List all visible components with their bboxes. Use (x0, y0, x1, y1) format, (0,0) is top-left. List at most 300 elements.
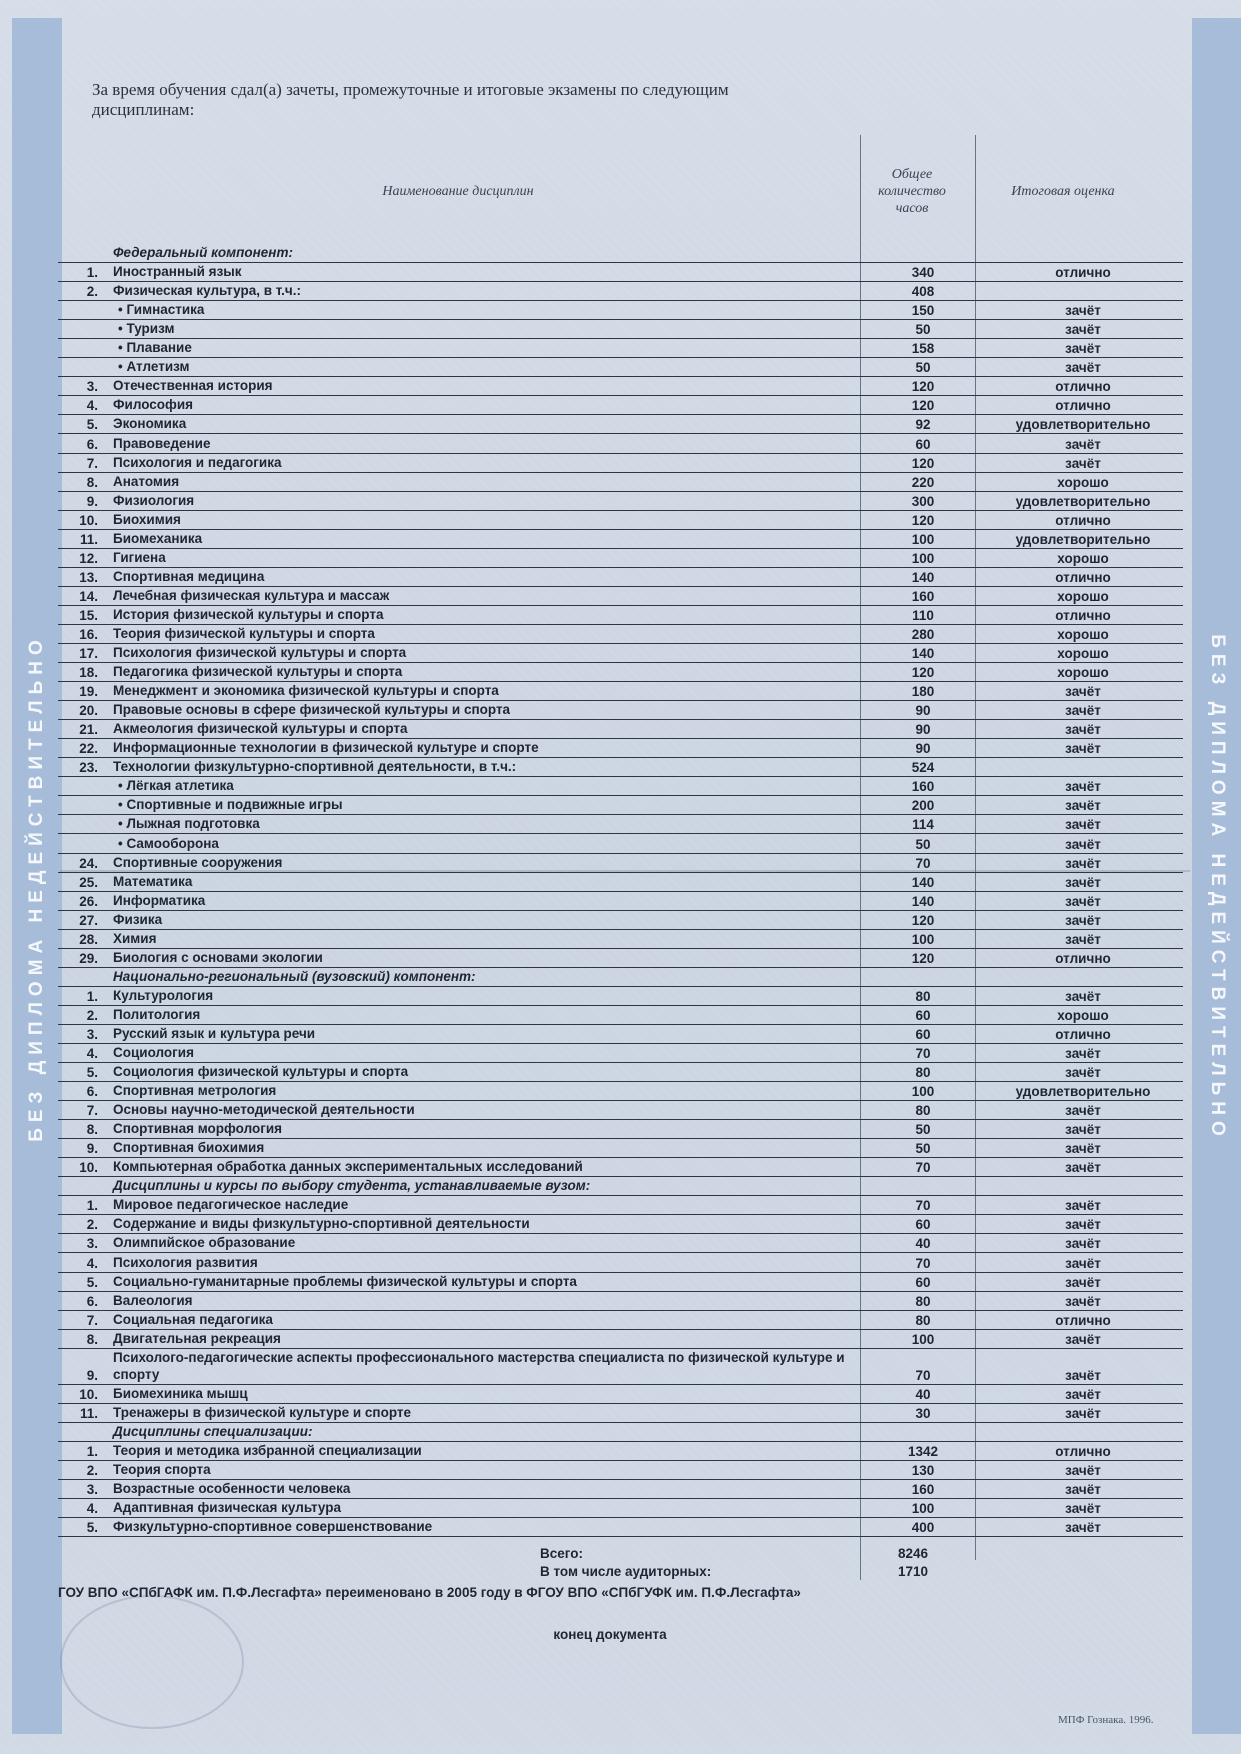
discipline-name: • Лёгкая атлетика (118, 778, 234, 794)
discipline-name: Психология развития (113, 1254, 258, 1270)
grade-value: отлично (1055, 512, 1111, 528)
discipline-name: Национально-региональный (вузовский) компонент: (113, 968, 476, 984)
grade-value: хорошо (1057, 1007, 1109, 1023)
table-row (58, 1253, 1183, 1272)
hours-value: 100 (911, 1331, 935, 1347)
discipline-name: Анатомия (113, 473, 180, 489)
grade-value: зачёт (1065, 1255, 1101, 1271)
left-security-band (12, 18, 62, 1734)
table-row (58, 739, 1183, 758)
discipline-name: Отечественная история (113, 378, 273, 394)
discipline-name: Основы научно-методической деятельности (113, 1102, 415, 1118)
hours-value: 80 (915, 1312, 931, 1328)
grade-value: зачёт (1065, 931, 1101, 947)
row-number: 5. (86, 1065, 98, 1081)
table-row (58, 530, 1183, 549)
discipline-name: Теория спорта (113, 1461, 211, 1477)
header-final-grade: Итоговая оценка (1011, 183, 1115, 199)
row-number: 4. (86, 1501, 98, 1517)
row-number: 8. (86, 1331, 98, 1347)
discipline-name: Теория и методика избранной специализации (113, 1442, 422, 1458)
grade-value: зачёт (1065, 912, 1101, 928)
discipline-name: Спортивная метрология (113, 1083, 277, 1099)
grade-value: зачёт (1065, 1501, 1101, 1517)
row-number: 8. (86, 1122, 98, 1138)
table-row (58, 949, 1183, 968)
table-row (58, 682, 1183, 701)
discipline-name: Педагогика физической культуры и спорта (113, 664, 403, 680)
discipline-name: Мировое педагогическое наследие (113, 1197, 349, 1213)
discipline-name: • Плавание (118, 340, 192, 356)
row-number: 10. (79, 1160, 98, 1176)
table-row (58, 644, 1183, 663)
hours-value: 80 (915, 1103, 931, 1119)
row-number: 9. (86, 1141, 98, 1157)
band-text-right: БЕЗ ДИПЛОМА НЕДЕЙСТВИТЕЛЬНО (1207, 634, 1228, 1142)
header-discipline-name: Наименование дисциплин (382, 183, 534, 199)
hours-value: 120 (911, 512, 935, 528)
row-number: 21. (79, 722, 98, 738)
grade-value: зачёт (1065, 817, 1101, 833)
hours-value: 50 (915, 1122, 931, 1138)
section-heading (58, 1423, 1183, 1442)
discipline-name: Психология и педагогика (113, 454, 282, 470)
discipline-name: Биология с основами экологии (113, 949, 323, 965)
discipline-name: Гигиена (113, 549, 166, 565)
grade-value: зачёт (1065, 341, 1101, 357)
table-row (58, 358, 1183, 377)
discipline-name: Тренажеры в физической культуре и спорте (113, 1404, 412, 1420)
discipline-name: Физиология (113, 492, 195, 508)
discipline-name: Олимпийское образование (113, 1235, 296, 1251)
discipline-name: Социология физической культуры и спорта (113, 1064, 409, 1080)
discipline-name: • Атлетизм (118, 359, 190, 375)
grade-value: зачёт (1065, 1405, 1101, 1421)
row-number: 7. (86, 1103, 98, 1119)
discipline-name: Правоведение (113, 435, 211, 451)
hours-value: 340 (911, 265, 935, 281)
grade-value: отлично (1055, 379, 1111, 395)
row-number: 13. (79, 569, 98, 585)
grade-value: зачёт (1065, 722, 1101, 738)
table-row (58, 796, 1183, 815)
hours-value: 100 (911, 531, 935, 547)
hours-value: 60 (915, 436, 931, 452)
discipline-name: Психолого-педагогические аспекты профессионального мастерства специалиста по физической культуре и спорту (113, 1349, 845, 1382)
row-number: 1. (86, 988, 98, 1004)
row-number: 8. (86, 474, 98, 490)
table-row (58, 1292, 1183, 1311)
hours-value: 140 (911, 874, 935, 890)
row-number: 27. (79, 912, 98, 928)
table-row (58, 1442, 1183, 1461)
row-number: 17. (79, 646, 98, 662)
table-row (58, 606, 1183, 625)
grade-value: зачёт (1065, 703, 1101, 719)
hours-value: 150 (911, 303, 935, 319)
hours-value: 60 (915, 1026, 931, 1042)
hours-value: 130 (911, 1462, 935, 1478)
table-row (58, 834, 1183, 853)
discipline-name: Дисциплины специализации: (113, 1423, 313, 1439)
discipline-name: Акмеология физической культуры и спорта (113, 721, 408, 737)
grade-value: зачёт (1065, 1160, 1101, 1176)
table-row (58, 1196, 1183, 1215)
table-row (58, 1101, 1183, 1120)
discipline-name: Спортивные сооружения (113, 854, 283, 870)
grade-value: зачёт (1065, 893, 1101, 909)
discipline-name: Теория физической культуры и спорта (113, 625, 375, 641)
hours-value: 180 (911, 684, 935, 700)
hours-value: 100 (911, 550, 935, 566)
row-number: 22. (79, 741, 98, 757)
row-number: 6. (86, 1084, 98, 1100)
table-row (58, 511, 1183, 530)
hours-value: 90 (915, 703, 931, 719)
hours-value: 220 (911, 474, 935, 490)
grade-value: зачёт (1065, 1065, 1101, 1081)
hours-value: 110 (912, 607, 934, 623)
header-total-hours: Общее количество часов (878, 166, 946, 216)
discipline-name: Философия (113, 397, 194, 413)
row-number: 14. (79, 588, 98, 604)
discipline-name: Физика (113, 911, 163, 927)
row-number: 2. (86, 1007, 98, 1023)
table-row (58, 1385, 1183, 1404)
grade-value: удовлетворительно (1015, 1084, 1151, 1100)
grade-value: зачёт (1065, 1367, 1101, 1383)
grade-value: зачёт (1065, 1236, 1101, 1252)
discipline-name: История физической культуры и спорта (113, 606, 384, 622)
hours-value: 70 (915, 855, 931, 871)
grade-value: зачёт (1065, 1462, 1101, 1478)
hours-value: 120 (911, 912, 935, 928)
grade-value: отлично (1055, 569, 1111, 585)
row-number: 11. (79, 1405, 98, 1421)
hours-value: 40 (915, 1236, 931, 1252)
grade-value: зачёт (1065, 1293, 1101, 1309)
grade-value: удовлетворительно (1015, 417, 1151, 433)
row-number: 26. (79, 893, 98, 909)
hours-value: 50 (915, 836, 931, 852)
table-row (58, 911, 1183, 930)
section-heading (58, 244, 1183, 263)
discipline-name: Правовые основы в сфере физической культуры и спорта (113, 702, 511, 718)
grade-value: отлично (1055, 1312, 1111, 1328)
hours-value: 120 (911, 665, 935, 681)
table-row (58, 568, 1183, 587)
grade-value: зачёт (1065, 779, 1101, 795)
table-row (58, 1311, 1183, 1330)
hours-value: 160 (911, 779, 935, 795)
table-row (58, 396, 1183, 415)
hours-value: 80 (915, 1065, 931, 1081)
hours-value: 120 (911, 950, 935, 966)
grade-value: зачёт (1065, 684, 1101, 700)
table-row (58, 1480, 1183, 1499)
grade-value: хорошо (1057, 588, 1109, 604)
grade-value: зачёт (1065, 1217, 1101, 1233)
total-label: Всего: (540, 1546, 583, 1561)
grade-value: зачёт (1065, 741, 1101, 757)
hours-value: 50 (915, 1141, 931, 1157)
hours-value: 524 (911, 760, 935, 776)
row-number: 10. (79, 512, 98, 528)
band-text-left: БЕЗ ДИПЛОМА НЕДЕЙСТВИТЕЛЬНО (26, 634, 47, 1142)
table-row (58, 701, 1183, 720)
hours-value: 140 (911, 646, 935, 662)
hours-value: 70 (915, 1160, 931, 1176)
hours-value: 120 (911, 398, 935, 414)
row-number: 5. (86, 417, 98, 433)
hours-value: 90 (915, 722, 931, 738)
discipline-name: • Лыжная подготовка (118, 816, 260, 832)
discipline-name: Иностранный язык (113, 264, 242, 280)
grade-value: зачёт (1065, 455, 1101, 471)
discipline-name: Информационные технологии в физической культуре и спорте (113, 740, 539, 756)
grade-value: отлично (1055, 607, 1111, 623)
row-number: 2. (86, 284, 98, 300)
row-number: 16. (79, 626, 98, 642)
table-row (58, 339, 1183, 358)
disciplines-table (58, 244, 1183, 1537)
table-row (58, 663, 1183, 682)
discipline-name: Дисциплины и курсы по выбору студента, устанавливаемые вузом: (113, 1178, 591, 1194)
table-row (58, 892, 1183, 911)
row-number: 1. (86, 1198, 98, 1214)
intro-text: За время обучения сдал(а) зачеты, промежуточные и итоговые экзамены по следующим дисциплинам: (92, 80, 729, 119)
row-number: 4. (86, 1046, 98, 1062)
grade-value: зачёт (1065, 1274, 1101, 1290)
discipline-name: Русский язык и культура речи (113, 1025, 316, 1041)
row-number: 3. (86, 1236, 98, 1252)
table-row (58, 1215, 1183, 1234)
grade-value: отлично (1055, 265, 1111, 281)
hours-value: 120 (911, 379, 935, 395)
hours-value: 70 (915, 1367, 931, 1383)
row-number: 3. (86, 1026, 98, 1042)
table-row (58, 320, 1183, 339)
table-row (58, 777, 1183, 796)
table-row (58, 492, 1183, 511)
discipline-name: Физкультурно-спортивное совершенствование (113, 1519, 433, 1535)
discipline-name: Валеология (113, 1292, 193, 1308)
discipline-name: Политология (113, 1006, 201, 1022)
table-row (58, 1518, 1183, 1537)
hours-value: 160 (911, 588, 935, 604)
table-row (58, 987, 1183, 1006)
row-number: 20. (79, 703, 98, 719)
discipline-name: Федеральный компонент: (113, 245, 293, 261)
row-number: 3. (86, 379, 98, 395)
table-row (58, 1158, 1183, 1177)
grade-value: отлично (1055, 398, 1111, 414)
row-number: 7. (86, 1312, 98, 1328)
discipline-name: Менеджмент и экономика физической культуры и спорта (113, 683, 499, 699)
row-number: 1. (86, 1443, 98, 1459)
discipline-name: Спортивная морфология (113, 1121, 283, 1137)
table-row (58, 625, 1183, 644)
table-row (58, 282, 1183, 301)
row-number: 6. (86, 1293, 98, 1309)
table-row (58, 1006, 1183, 1025)
table-row (58, 1044, 1183, 1063)
table-row (58, 454, 1183, 473)
row-number: 6. (86, 436, 98, 452)
discipline-name: Биомехиника мышц (113, 1385, 248, 1401)
table-row (58, 1330, 1183, 1349)
hours-value: 140 (911, 893, 935, 909)
discipline-name: Компьютерная обработка данных экспериментальных исследований (113, 1159, 583, 1175)
discipline-name: Двигательная рекреация (113, 1330, 281, 1346)
table-row (58, 434, 1183, 453)
discipline-name: Математика (113, 873, 193, 889)
rename-note: ГОУ ВПО «СПбГАФК им. П.Ф.Лесгафта» переименовано в 2005 году в ФГОУ ВПО «СПбГУФК им. П.Ф.Лесгафта» (58, 1585, 801, 1600)
grade-value: зачёт (1065, 1386, 1101, 1402)
row-number: 11. (79, 531, 98, 547)
discipline-name: Адаптивная физическая культура (113, 1500, 341, 1516)
row-number: 2. (86, 1217, 98, 1233)
discipline-name: Технологии физкультурно-спортивной деятельности, в т.ч.: (113, 759, 517, 775)
auditory-value: 1710 (897, 1564, 929, 1579)
grade-value: зачёт (1065, 836, 1101, 852)
hours-value: 60 (915, 1217, 931, 1233)
row-number: 28. (79, 931, 98, 947)
hours-value: 40 (915, 1386, 931, 1402)
hours-value: 140 (911, 569, 935, 585)
hours-value: 60 (915, 1007, 931, 1023)
discipline-name: Биомеханика (113, 530, 203, 546)
table-row (58, 473, 1183, 492)
row-number: 29. (79, 950, 98, 966)
row-number: 23. (79, 760, 98, 776)
grade-value: зачёт (1065, 1046, 1101, 1062)
hours-value: 92 (915, 417, 931, 433)
grade-value: зачёт (1065, 303, 1101, 319)
grade-value: зачёт (1065, 1198, 1101, 1214)
grade-value: отлично (1055, 1026, 1111, 1042)
hours-value: 200 (911, 798, 935, 814)
table-row (58, 415, 1183, 434)
table-row (58, 854, 1183, 873)
row-number: 12. (79, 550, 98, 566)
table-row (58, 930, 1183, 949)
row-number: 18. (79, 665, 98, 681)
table-row (58, 1349, 1183, 1385)
discipline-name: Социология (113, 1045, 194, 1061)
table-row (58, 1461, 1183, 1480)
table-row (58, 1120, 1183, 1139)
hours-value: 90 (915, 741, 931, 757)
grade-value: отлично (1055, 950, 1111, 966)
row-number: 5. (86, 1274, 98, 1290)
grade-value: зачёт (1065, 855, 1101, 871)
table-row (58, 1273, 1183, 1292)
grade-value: хорошо (1057, 474, 1109, 490)
discipline-name: Содержание и виды физкультурно-спортивной деятельности (113, 1216, 530, 1232)
discipline-name: Информатика (113, 892, 206, 908)
end-of-document: конец документа (553, 1627, 667, 1642)
faded-stamp (60, 1595, 244, 1729)
hours-value: 100 (911, 1501, 935, 1517)
hours-value: 70 (915, 1046, 931, 1062)
hours-value: 300 (911, 493, 935, 509)
grade-value: зачёт (1065, 874, 1101, 890)
table-row (58, 301, 1183, 320)
row-number: 7. (86, 455, 98, 471)
hours-value: 120 (911, 455, 935, 471)
grade-value: зачёт (1065, 360, 1101, 376)
table-row (58, 549, 1183, 568)
table-row (58, 1139, 1183, 1158)
hours-value: 50 (915, 360, 931, 376)
discipline-name: Лечебная физическая культура и массаж (113, 587, 390, 603)
discipline-name: Спортивная биохимия (113, 1140, 265, 1156)
hours-value: 100 (911, 1084, 935, 1100)
grade-value: хорошо (1057, 626, 1109, 642)
table-row (58, 587, 1183, 606)
grade-value: удовлетворительно (1015, 493, 1151, 509)
table-row (58, 1234, 1183, 1253)
grade-value: зачёт (1065, 322, 1101, 338)
row-number: 9. (86, 1367, 98, 1383)
hours-value: 280 (911, 626, 935, 642)
table-row (58, 1082, 1183, 1101)
grade-value: зачёт (1065, 1122, 1101, 1138)
table-row (58, 1025, 1183, 1044)
row-number: 5. (86, 1520, 98, 1536)
row-number: 2. (86, 1462, 98, 1478)
row-number: 15. (79, 607, 98, 623)
table-row (58, 720, 1183, 739)
section-heading (58, 968, 1183, 987)
hours-value: 114 (912, 817, 934, 833)
row-number: 9. (86, 493, 98, 509)
grade-value: зачёт (1065, 1141, 1101, 1157)
grade-value: хорошо (1057, 646, 1109, 662)
grade-value: зачёт (1065, 1482, 1101, 1497)
discipline-name: • Самооборона (118, 835, 219, 851)
grade-value: хорошо (1057, 550, 1109, 566)
grade-value: зачёт (1065, 1103, 1101, 1119)
right-security-band (1192, 18, 1241, 1734)
hours-value: 100 (911, 931, 935, 947)
hours-value: 408 (911, 284, 935, 300)
discipline-name: Химия (113, 930, 157, 946)
discipline-name: • Спортивные и подвижные игры (118, 797, 343, 813)
hours-value: 80 (915, 988, 931, 1004)
discipline-name: Социально-гуманитарные проблемы физической культуры и спорта (113, 1273, 577, 1289)
hours-value: 50 (915, 322, 931, 338)
row-number: 25. (79, 874, 98, 890)
discipline-name: Культурология (113, 987, 214, 1003)
discipline-name: Психология физической культуры и спорта (113, 645, 407, 661)
section-heading (58, 1177, 1183, 1196)
discipline-name: • Туризм (118, 321, 175, 337)
hours-value: 30 (915, 1405, 931, 1421)
discipline-name: Возрастные особенности человека (113, 1481, 351, 1496)
table-row (58, 873, 1183, 892)
grade-value: зачёт (1065, 798, 1101, 814)
row-number: 24. (79, 855, 98, 871)
table-row (58, 1499, 1183, 1518)
hours-value: 60 (915, 1274, 931, 1290)
auditory-label: В том числе аудиторных: (540, 1564, 712, 1579)
grade-value: зачёт (1065, 1331, 1101, 1347)
total-value: 8246 (897, 1546, 929, 1561)
table-row (58, 758, 1183, 777)
grade-value: зачёт (1065, 436, 1101, 452)
